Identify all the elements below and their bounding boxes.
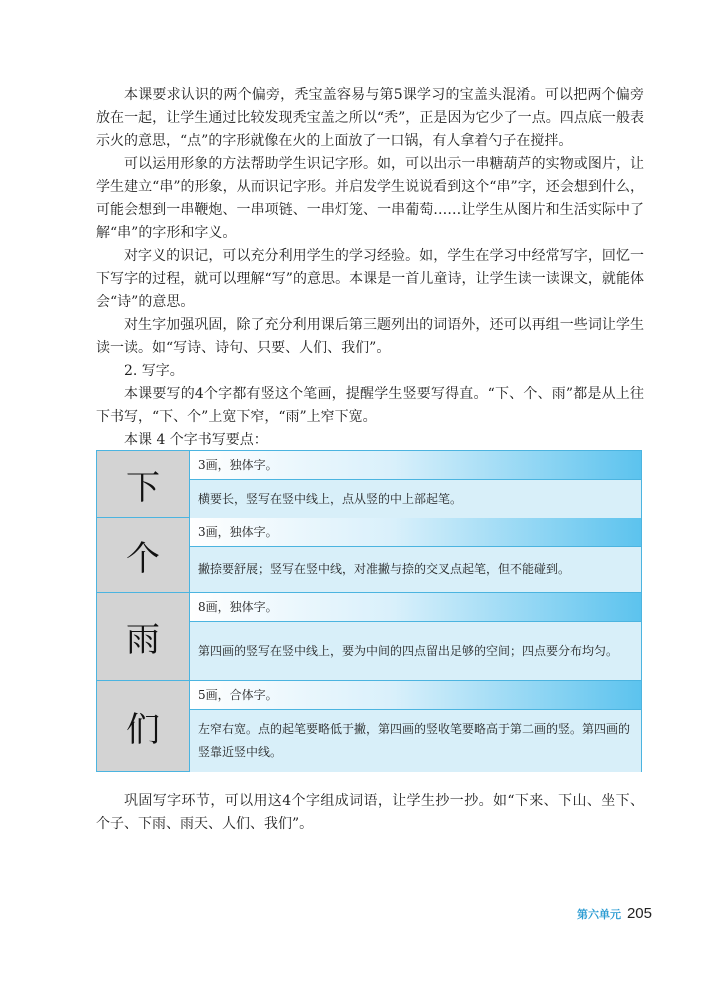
character-cell: 雨 xyxy=(97,593,190,680)
paragraph-closing: 巩固写字环节，可以用这4个字组成词语，让学生抄一抄。如“下来、下山、坐下、个子、下雨、雨天、人们、我们”。 xyxy=(96,793,644,832)
paragraph-consolidation: 对生字加强巩固，除了充分利用课后第三题列出的词语外，还可以再组一些词让学生读一读。如“写诗、诗句、只要、人们、我们”。 xyxy=(96,317,644,356)
paragraph-chuan: 可以运用形象的方法帮助学生识记字形。如，可以出示一串糖葫芦的实物或图片，让学生建立“串”的形象，从而识记字形。并启发学生说说看到这个“串”字，还会想到什么，可能会想到一串鞭炮、一串项链、一串灯笼、一串葡萄……让学生从图片和生活实际中了解“串”的字形和字义。 xyxy=(96,156,644,241)
character-cell: 个 xyxy=(97,518,190,592)
table-row xyxy=(97,593,641,681)
character-cell: 下 xyxy=(97,451,190,517)
table-row xyxy=(97,451,641,518)
unit-label: 第六单元 xyxy=(576,908,621,921)
stroke-count: 5画，合体字。 xyxy=(190,681,641,710)
writing-points-table xyxy=(96,450,642,772)
paragraph-writing: 本课要写的4个字都有竖这个笔画，提醒学生竖要写得直。“下、个、雨”都是从上往下书写，“下、个”上宽下窄，“雨”上窄下宽。 xyxy=(96,386,644,425)
stroke-count: 3画，独体字。 xyxy=(190,451,641,480)
page-number: 205 xyxy=(626,905,652,922)
section-heading-writing: 2. 写字。 xyxy=(124,363,184,379)
paragraph-meaning: 对字义的识记，可以充分利用学生的学习经验。如，学生在学习中经常写字，回忆一下写字的过程，就可以理解“写”的意思。本课是一首儿童诗，让学生读一读课文，就能体会“诗”的意思。 xyxy=(96,248,644,310)
page-footer xyxy=(577,905,652,922)
writing-tip: 左窄右宽。点的起笔要略低于撇，第四画的竖收笔要略高于第二画的竖。第四画的竖靠近竖中线。 xyxy=(190,710,641,772)
body-text xyxy=(96,84,644,452)
stroke-count: 8画，独体字。 xyxy=(190,593,641,622)
writing-tip: 横要长，竖写在竖中线上，点从竖的中上部起笔。 xyxy=(190,480,641,519)
table-caption: 本课 4 个字书写要点： xyxy=(124,432,268,448)
table-row xyxy=(97,518,641,593)
writing-tip: 撇捺要舒展；竖写在竖中线，对准撇与捺的交叉点起笔，但不能碰到。 xyxy=(190,547,641,592)
writing-tip: 第四画的竖写在竖中线上，要为中间的四点留出足够的空间；四点要分布均匀。 xyxy=(190,622,641,680)
stroke-count: 3画，独体字。 xyxy=(190,518,641,547)
character-cell: 们 xyxy=(97,681,190,771)
table-row xyxy=(97,681,641,771)
paragraph-radicals: 本课要求认识的两个偏旁，秃宝盖容易与第5课学习的宝盖头混淆。可以把两个偏旁放在一起，让学生通过比较发现秃宝盖之所以“秃”，正是因为它少了一点。四点底一般表示火的意思，“点”的字形就像在火的上面放了一口锅，有人拿着勺子在搅拌。 xyxy=(96,87,644,149)
